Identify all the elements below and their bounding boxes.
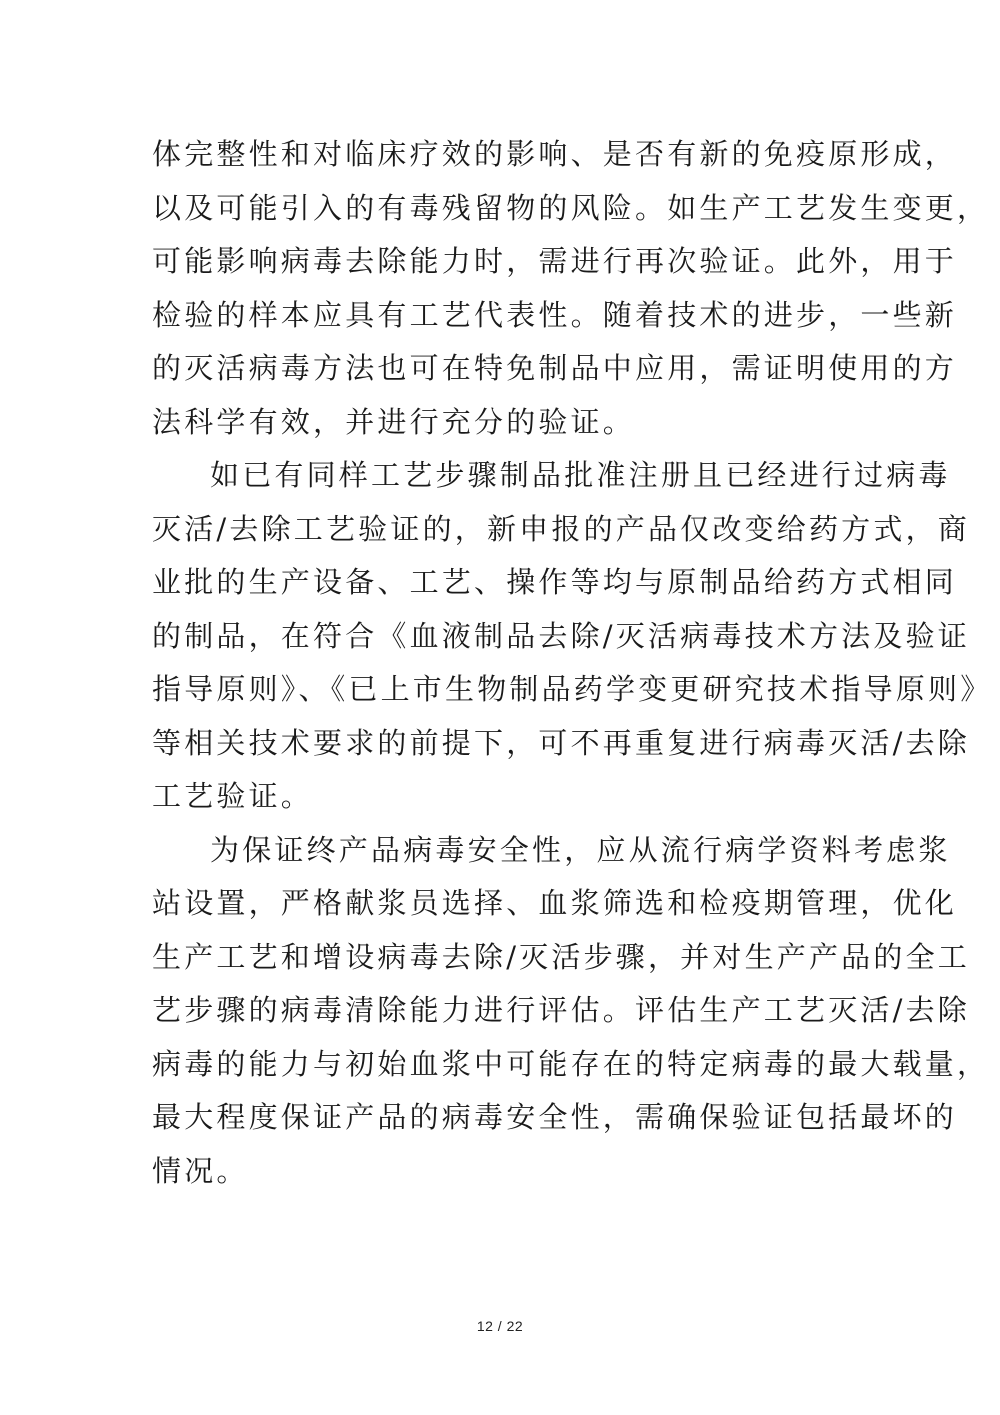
text-line: 指导原则》、《已上市生物制品药学变更研究技术指导原则》 (152, 672, 993, 706)
text-line: 等相关技术要求的前提下，可不再重复进行病毒灭活/去除 (152, 725, 970, 760)
paragraph-2 (152, 449, 993, 824)
text-line: 工艺验证。 (152, 779, 314, 813)
text-line: 体完整性和对临床疗效的影响、是否有新的免疫原形成， (152, 137, 958, 171)
text-line-first: 如已有同样工艺步骤制品批准注册且已经进行过病毒 (210, 458, 951, 492)
text-line: 检验的样本应具有工艺代表性。随着技术的进步，一些新 (152, 297, 958, 332)
text-line: 业批的生产设备、工艺、操作等均与原制品给药方式相同 (152, 565, 958, 599)
text-line: 的灭活病毒方法也可在特免制品中应用，需证明使用的方 (152, 351, 958, 385)
text-line: 站设置，严格献浆员选择、血浆筛选和检疫期管理，优化 (152, 886, 958, 920)
text-line: 可能影响病毒去除能力时，需进行再次验证。此外，用于 (152, 244, 958, 278)
text-line: 生产工艺和增设病毒去除/灭活步骤，并对生产产品的全工 (152, 939, 970, 974)
text-line: 以及可能引入的有毒残留物的风险。如生产工艺发生变更， (152, 190, 990, 225)
text-line: 病毒的能力与初始血浆中可能存在的特定病毒的最大载量， (152, 1046, 990, 1081)
text-line: 法科学有效，并进行充分的验证。 (152, 404, 636, 439)
paragraph-3 (152, 824, 990, 1199)
text-line: 最大程度保证产品的病毒安全性，需确保验证包括最坏的 (152, 1100, 958, 1134)
page-body (152, 128, 993, 1198)
paragraph-1 (152, 128, 990, 449)
text-line: 艺步骤的病毒清除能力进行评估。评估生产工艺灭活/去除 (152, 993, 970, 1027)
text-line: 灭活/去除工艺验证的，新申报的产品仅改变给药方式，商 (152, 511, 970, 546)
text-line: 情况。 (152, 1153, 249, 1188)
text-line-first: 为保证终产品病毒安全性，应从流行病学资料考虑浆 (210, 832, 951, 867)
page-number: 12 / 22 (476, 1318, 524, 1334)
text-line: 的制品，在符合《血液制品去除/灭活病毒技术方法及验证 (152, 618, 970, 653)
